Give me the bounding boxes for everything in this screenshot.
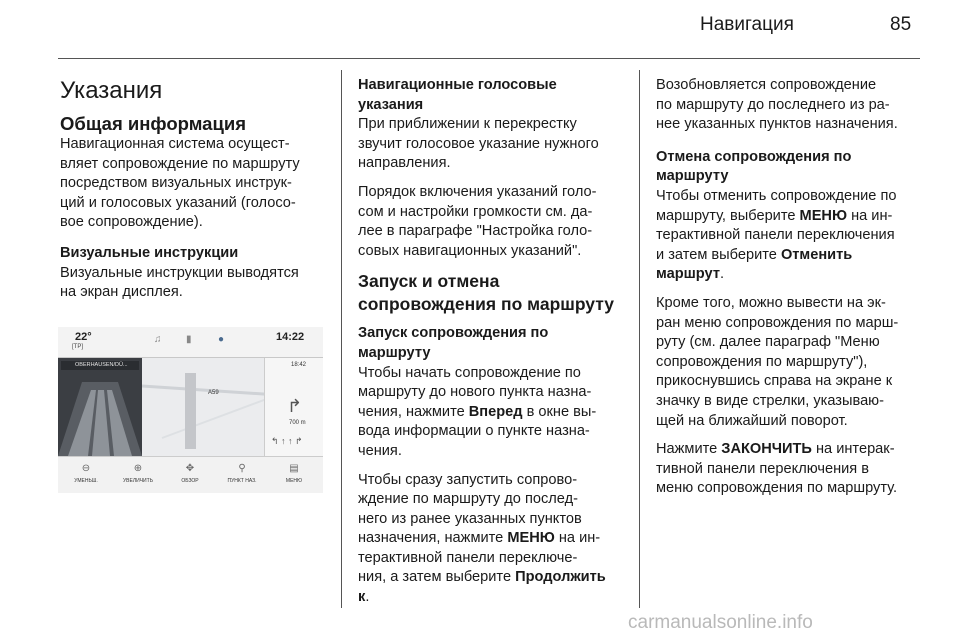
header-title: Навигация — [700, 14, 794, 35]
resume-guidance-paragraph: Чтобы сразу запустить сопрово- ждение по маршруту до послед- него из ранее указанных пунктов назначения, нажмите МЕНЮ на ин- терактивной панели переключе- ния, а затем выберите Продолжить к. — [358, 471, 606, 606]
voice-guidance-heading: Навигационные голосовые указания — [358, 77, 557, 113]
cancel-keyword: Отменить — [780, 246, 853, 263]
lane-graphic — [58, 370, 142, 456]
zoom-in-icon: ⊕ — [133, 463, 143, 474]
lane-arrows-icon: ↰ ↑ ↑ ↱ — [271, 436, 303, 446]
forward-keyword: Вперед — [468, 403, 523, 420]
zoom-out-button[interactable]: ⊖ УМЕНЬШ. — [60, 457, 112, 493]
start-guidance-paragraph: Чтобы начать сопровождение по маршруту до нового пункта назна- чения, нажмите Вперед в окне вы- вода информации о пункте назна- чения. — [358, 364, 597, 459]
subsection-title: Общая информация — [60, 113, 246, 134]
menu-keyword-2: МЕНЮ — [799, 207, 848, 224]
cancel-guidance-paragraph: Чтобы отменить сопровождение по маршруту, выберите МЕНЮ на ин- терактивной панели переключения и затем выберите Отменить маршрут. — [656, 187, 897, 283]
navigation-screen-image — [58, 327, 323, 493]
direction-sign: OBERHAUSEN/DÜ... — [61, 361, 139, 370]
column-1 — [60, 72, 330, 312]
general-info-paragraph: Навигационная система осущест- вляет сопровождение по маршруту посредством визуальных инструк- ций и голосовых указаний (голосо- вое сопровождение). — [60, 136, 300, 231]
menu-keyword: МЕНЮ — [507, 530, 555, 547]
phone-icon: ▮ — [186, 334, 192, 345]
section-title: Указания — [60, 77, 163, 104]
route-keyword: маршрут — [656, 266, 720, 283]
screen-temperature: 22° — [75, 331, 92, 343]
nav-icon: ● — [218, 334, 225, 345]
column-2 — [358, 72, 634, 617]
road-label: A59 — [208, 390, 219, 396]
menu-button[interactable]: ▤ МЕНЮ — [268, 457, 320, 493]
voice-guidance-paragraph: При приближении к перекрестку звучит голосовое указание нужного направления. — [358, 116, 599, 172]
overview-button[interactable]: ✥ ОБЗОР — [164, 457, 216, 493]
column-divider-2 — [639, 70, 640, 608]
resume-result-paragraph: Возобновляется сопровождение по маршруту до последнего из ра- нее указанных пунктов назначения. — [656, 77, 898, 133]
start-guidance-heading: Запуск сопровождения по маршруту — [358, 325, 549, 361]
start-cancel-section-title: Запуск и отмена сопровождения по маршруту — [358, 271, 614, 315]
finish-paragraph: Нажмите ЗАКОНЧИТЬ на интерак- тивной панели переключения в меню сопровождения по маршруту. — [656, 441, 898, 497]
zoom-out-icon: ⊖ — [81, 463, 91, 474]
page-number: 85 — [890, 14, 912, 35]
continue-keyword-end: к — [358, 589, 366, 606]
header-rule — [58, 58, 920, 59]
screen-bottom-bar — [58, 456, 323, 493]
route-arrow — [185, 373, 196, 449]
destination-button[interactable]: ⚲ ПУНКТ НАЗ. — [216, 457, 268, 493]
column-3 — [656, 72, 926, 508]
screen-time: 14:22 — [276, 331, 305, 343]
visual-instructions-heading: Визуальные инструкции — [60, 244, 239, 261]
watermark: carmanualsonline.info — [628, 612, 813, 633]
turn-arrow-icon[interactable]: ↱ — [287, 396, 303, 416]
finish-keyword: ЗАКОНЧИТЬ — [721, 441, 812, 458]
menu-icon: ▤ — [289, 463, 299, 474]
column-divider-1 — [341, 70, 342, 608]
cancel-guidance-heading: Отмена сопровождения по маршруту — [656, 148, 852, 185]
maneuver-view — [58, 358, 142, 456]
panel-distance: 700 m — [289, 420, 306, 426]
music-icon: ♫ — [154, 334, 162, 345]
visual-instructions-paragraph: Визуальные инструкции выводятся на экран дисплея. — [60, 264, 299, 301]
screen-tp: [TP] — [72, 344, 84, 350]
screen-top-bar — [58, 327, 323, 358]
destination-search-icon: ⚲ — [238, 463, 246, 474]
zoom-in-button[interactable]: ⊕ УВЕЛИЧИТЬ — [112, 457, 164, 493]
voice-settings-paragraph: Порядок включения указаний голо- сом и настройки громкости см. да- лее в параграфе "Настройка голо- совых навигационных указаний". — [358, 183, 597, 259]
overview-icon: ✥ — [185, 463, 195, 474]
continue-keyword: Продолжить — [515, 569, 606, 586]
panel-time: 18:42 — [291, 362, 307, 368]
turn-panel — [264, 358, 323, 456]
arrow-menu-paragraph: Кроме того, можно вывести на эк- ран меню сопровождения по марш- руту (см. далее параграф "Меню сопровождения по маршруту"), прикоснувшись справа на экране к значку в виде стрелки, указываю- щей на ближайший поворот. — [656, 294, 899, 429]
